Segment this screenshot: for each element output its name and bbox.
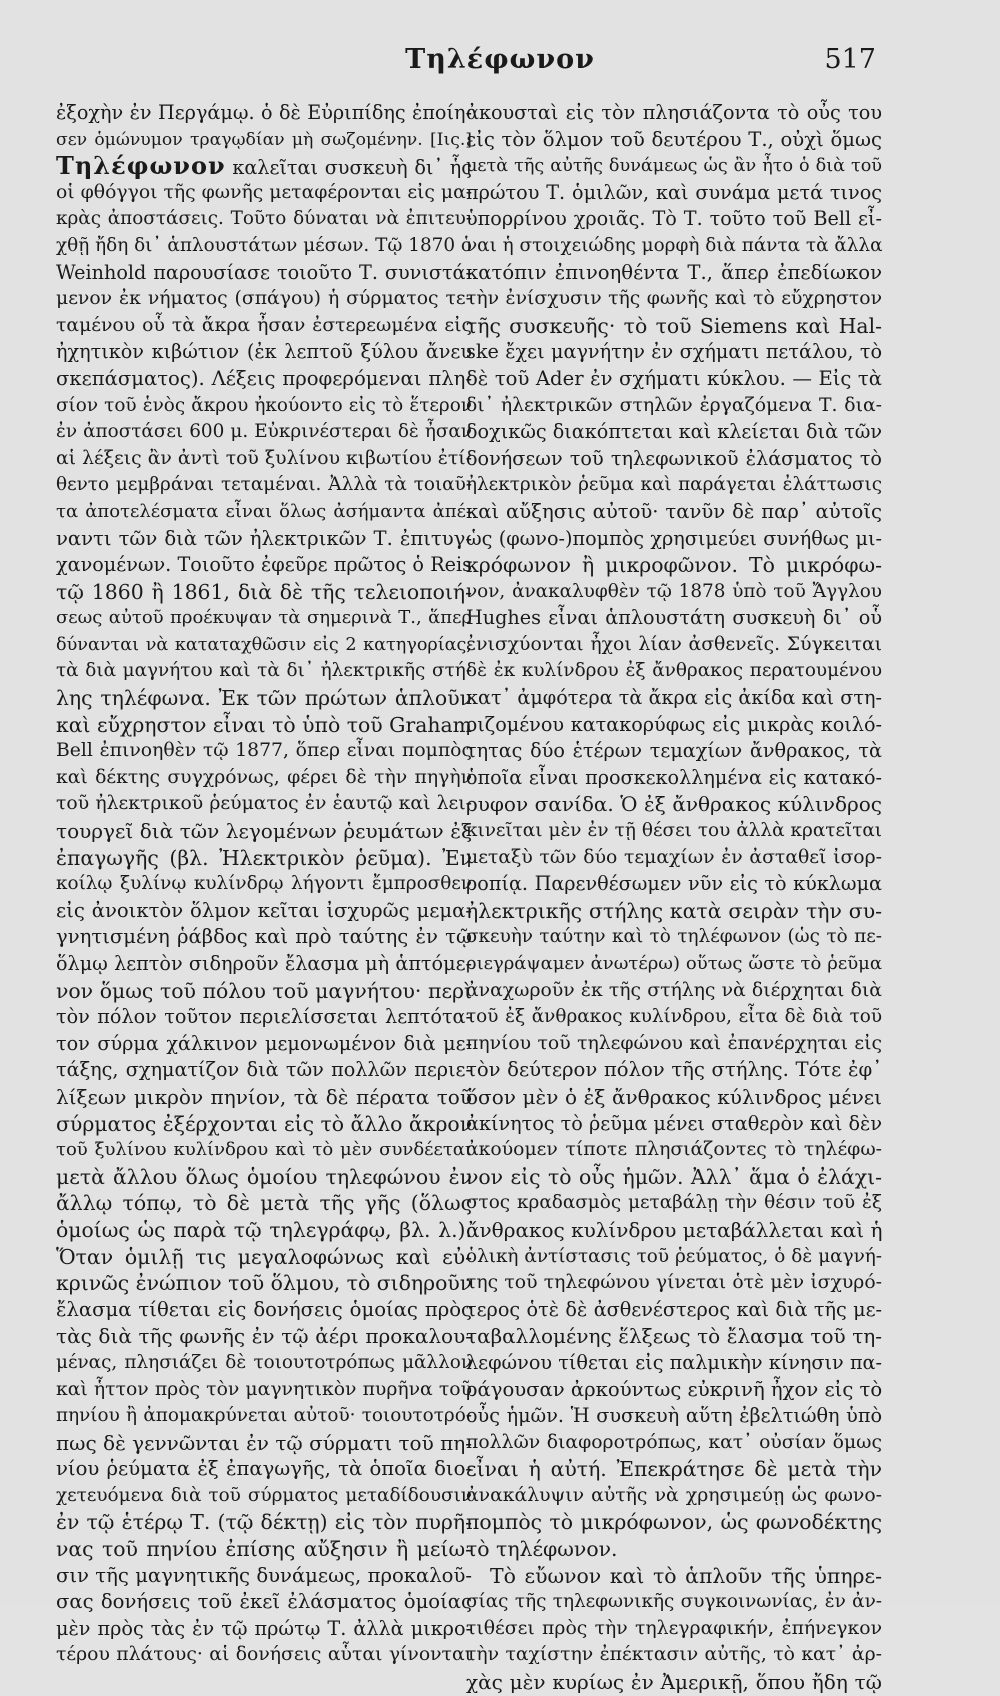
- text-line: τοῦ ξυλίνου κυλίνδρου καὶ τὸ μὲν συνδέεται: [56, 1139, 472, 1161]
- text-line: νον, ἀνακαλυφθὲν τῷ 1878 ὑπὸ τοῦ Ἄγγλου: [466, 580, 882, 602]
- text-line: ἐν ἀποστάσει 600 μ. Εὐκρινέστεραι δὲ ἦσαν: [56, 421, 472, 443]
- text-line: καὶ εὔχρηστον εἶναι τὸ ὑπὸ τοῦ Graham: [56, 712, 472, 737]
- text-line: σίας τῆς τηλεφωνικῆς συγκοινωνίας, ἐν ἀν-: [466, 1591, 882, 1613]
- text-line: ὑπορρίνου χροιᾶς. Τὸ Τ. τοῦτο τοῦ Bell εἶ-: [466, 207, 882, 231]
- text-line: χανομένων. Τοιοῦτο ἐφεῦρε πρῶτος ὁ Reis: [56, 553, 472, 577]
- text-line: δι᾽ ἠλεκτρικῶν στηλῶν ἐργαζόμενα Τ. δια-: [466, 394, 882, 416]
- text-line: πομπὸς τὸ μικρόφωνον, ὡς φωνοδέκτης: [466, 1510, 882, 1535]
- text-line: λεφώνου τίθεται εἰς παλμικὴν κίνησιν πα-: [466, 1350, 882, 1374]
- text-line: καὶ αὔξησις αὐτοῦ· τανῦν δὲ παρ᾽ αὐτοῖς: [466, 499, 882, 523]
- text-line: ναι ἡ στοιχειώδης μορφὴ διὰ πάντα τὰ ἄλλα: [466, 234, 883, 256]
- text-line: ριζομένου κατακορύφως εἰς μικρὰς κοιλό-: [466, 712, 882, 736]
- text-line: τερος ὁτὲ δὲ ἀσθενέστερος καὶ διὰ τῆς με-: [466, 1297, 882, 1321]
- text-line: ἀκίνητος τὸ ῥεῦμα μένει σταθερὸν καὶ δὲν: [466, 1111, 882, 1135]
- text-line: ὁποῖα εἶναι προσκεκολλημένα εἰς κατακό-: [466, 765, 882, 789]
- text-line: αἱ λέξεις ἂν ἀντὶ τοῦ ξυλίνου κιβωτίου ἐτί-: [56, 447, 472, 469]
- text-line: ἐν τῷ ἑτέρῳ Τ. (τῷ δέκτῃ) εἰς τὸν πυρῆ-: [56, 1510, 472, 1535]
- text-line: ἐξοχὴν ἐν Περγάμῳ. ὁ δὲ Εὐριπίδης ἐποίη-: [56, 101, 472, 124]
- text-line: μένας, πλησιάζει δὲ τοιουτοτρόπως μᾶλλον: [56, 1351, 472, 1373]
- text-line: ὡς (φωνο-)πομπὸς χρησιμεύει συνήθως μι-: [466, 526, 882, 550]
- text-line: κατόπιν ἐπινοηθέντα Τ., ἅπερ ἐπεδίωκον: [466, 260, 882, 284]
- text-line: ἀνακάλυψιν αὐτῆς νὰ χρησιμεύῃ ὡς φωνο-: [466, 1484, 882, 1506]
- text-line: σκευὴν ταύτην καὶ τὸ τηλέφωνον (ὡς τὸ πε-: [466, 926, 882, 948]
- text-line: χὰς μὲν κυρίως ἐν Ἀμερικῇ, ὅπου ἤδη τῷ: [466, 1670, 882, 1695]
- text-line: πηνίου τοῦ τηλεφώνου καὶ ἐπανέρχηται εἰς: [466, 1032, 882, 1054]
- text-line: ἠλεκτρικὸν ῥεῦμα καὶ παράγεται ἐλάττωσις: [466, 474, 882, 496]
- text-line: δονήσεων τοῦ τηλεφωνικοῦ ἐλάσματος τὸ: [466, 446, 882, 470]
- text-line: ὁλικὴ ἀντίστασις τοῦ ῥεύματος, ὁ δὲ μαγνή-: [466, 1245, 882, 1267]
- text-line: ἀναχωροῦν ἐκ τῆς στήλης νὰ διέρχηται διὰ: [466, 979, 882, 1001]
- text-line: ἀκούομεν τίποτε πλησιάζοντες τὸ τηλέφω-: [466, 1139, 882, 1161]
- text-line: δὲ τοῦ Ader ἐν σχήματι κύκλου. — Εἰς τὰ: [466, 366, 882, 390]
- text-line: λίξεων μικρὸν πηνίον, τὰ δὲ πέρατα τοῦ: [56, 1084, 472, 1109]
- text-line: ναντι τῶν διὰ τῶν ἠλεκτρικῶν Τ. ἐπιτυγ-: [56, 526, 472, 550]
- text-line: ἀκουσταὶ εἰς τὸν πλησιάζοντα τὸ οὖς του: [466, 101, 882, 124]
- text-line: τῷ 1860 ἢ 1861, διὰ δὲ τῆς τελειοποιή-: [56, 579, 472, 604]
- text-line-rest: καλεῖται συσκευὴ δι᾽ ἧς: [232, 156, 472, 180]
- text-line: μεταξὺ τῶν δύο τεμαχίων ἐν ἀσταθεῖ ἰσορ-: [466, 846, 882, 868]
- text-line: δὲ ἐκ κυλίνδρου ἐξ ἄνθρακος περατουμένου: [466, 660, 882, 682]
- text-line: πολλῶν διαφοροτρόπως, κατ᾽ οὐσίαν ὅμως: [466, 1431, 882, 1453]
- running-title: Τηλέφωνον: [405, 44, 595, 75]
- text-line: τοῦ ἠλεκτρικοῦ ῥεύματος ἐν ἑαυτῷ καὶ λει-: [56, 793, 472, 815]
- text-line: ske ἔχει μαγνήτην ἐν σχήματι πετάλου, τὸ: [466, 340, 882, 364]
- text-line: τῆς συσκευῆς· τὸ τοῦ Siemens καὶ Hal-: [466, 313, 882, 338]
- text-line: πως δὲ γεννῶνται ἐν τῷ σύρματι τοῦ πη-: [56, 1430, 472, 1455]
- text-line: τὸ τηλέφωνον.: [466, 1537, 618, 1562]
- text-line: κατ᾽ ἀμφότερα τὰ ἄκρα εἰς ἀκίδα καὶ στη-: [466, 686, 882, 710]
- text-line: καὶ δέκτης συγχρόνως, φέρει δὲ τὴν πηγὴν: [56, 766, 472, 788]
- text-line: χετευόμενα διὰ τοῦ σύρματος μεταδίδουσιν: [56, 1484, 472, 1506]
- page-number: 517: [824, 44, 876, 75]
- text-line: σεως αὐτοῦ προέκυψαν τὰ σημερινὰ Τ., ἅπερ: [56, 607, 472, 629]
- text-line: τὰς διὰ τῆς φωνῆς ἐν τῷ ἀέρι προκαλου-: [56, 1324, 472, 1349]
- text-line: ὅσον μὲν ὁ ἐξ ἄνθρακος κύλινδρος μένει: [466, 1084, 882, 1109]
- text-line: Ὅταν ὁμιλῇ τις μεγαλοφώνως καὶ εὐ-: [56, 1244, 472, 1269]
- text-line: ριεγράψαμεν ἀνωτέρω) οὕτως ὥστε τὸ ῥεῦμα: [466, 953, 882, 974]
- text-line: τητας δύο ἑτέρων τεμαχίων ἄνθρακος, τὰ: [466, 739, 882, 763]
- text-line: Τὸ εὔωνον καὶ τὸ ἁπλοῦν τῆς ὑπηρε-: [490, 1563, 882, 1588]
- text-line: Weinhold παρουσίασε τοιοῦτο Τ. συνιστά-: [56, 260, 472, 284]
- text-line: ἠχητικὸν κιβώτιον (ἐκ λεπτοῦ ξύλου ἄνευ: [56, 340, 472, 364]
- text-line: γνητισμένη ῥάβδος καὶ πρὸ ταύτης ἐν τῷ: [56, 925, 472, 949]
- text-line: νίου ῥεύματα ἐξ ἐπαγωγῆς, τὰ ὁποῖα διο-: [56, 1457, 472, 1481]
- text-line: ράγουσαν ἀρκούντως εὐκρινῆ ἦχον εἰς τὸ: [466, 1377, 883, 1401]
- text-line: εἶναι ἡ αὐτή. Ἐπεκράτησε δὲ μετὰ τὴν: [466, 1457, 882, 1482]
- text-line: ροπίᾳ. Παρενθέσωμεν νῦν εἰς τὸ κύκλωμα: [466, 872, 882, 896]
- text-line: ρυφον σανίδα. Ὁ ἐξ ἄνθρακος κύλινδρος: [466, 792, 882, 817]
- text-line: εἰς ἀνοικτὸν ὅλμον κεῖται ἰσχυρῶς μεμα-: [56, 898, 472, 922]
- right-column: [466, 100, 882, 1696]
- text-line: πηνίου ἢ ἀπομακρύνεται αὐτοῦ· τοιουτοτρό-: [56, 1405, 472, 1427]
- text-line: οὖς ἡμῶν. Ἡ συσκευὴ αὕτη ἐβελτιώθη ὑπὸ: [466, 1404, 882, 1428]
- text-line: ὅλμῳ λεπτὸν σιδηροῦν ἔλασμα μὴ ἁπτόμε-: [56, 952, 472, 975]
- text-line: μετὰ τῆς αὐτῆς δυνάμεως ὡς ἂν ἦτο ὁ διὰ τοῦ: [466, 156, 882, 177]
- text-line: τὸν δεύτερον πόλον τῆς στήλης. Τότε ἐφ᾽: [466, 1058, 882, 1082]
- text-line: Hughes εἶναι ἁπλουστάτη συσκευὴ δι᾽ οὗ: [466, 606, 882, 630]
- text-line: μὲν πρὸς τὰς ἐν τῷ πρώτῳ Τ. ἀλλὰ μικρο-: [56, 1616, 472, 1640]
- text-line: τον σύρμα χάλκινον μεμονωμένον διὰ με-: [56, 1031, 472, 1055]
- entry-headword: Τηλέφωνον: [56, 151, 226, 181]
- text-line: νον ὅμως τοῦ πόλου τοῦ μαγνήτου· περὶ: [56, 978, 472, 1003]
- text-line: σας δονήσεις τοῦ ἐκεῖ ἐλάσματος ὁμοίας: [56, 1590, 472, 1614]
- text-line: ἔλασμα τίθεται εἰς δονήσεις ὁμοίας πρὸς: [56, 1297, 472, 1321]
- text-line: κρὰς ἀποστάσεις. Τοῦτο δύναται νὰ ἐπιτευ-: [56, 208, 472, 230]
- text-line: ἐπαγωγῆς (βλ. Ἠλεκτρικὸν ῥεῦμα). Ἐν: [56, 845, 472, 870]
- text-line: ἠλεκτρικῆς στήλης κατὰ σειρὰν τὴν συ-: [466, 898, 882, 923]
- text-line: καὶ ἧττον πρὸς τὸν μαγνητικὸν πυρῆνα τοῦ: [56, 1378, 472, 1400]
- text-line: τὴν ἐνίσχυσιν τῆς φωνῆς καὶ τὸ εὔχρηστον: [466, 288, 882, 310]
- text-line: μετὰ ἄλλου ὅλως ὁμοίου τηλεφώνου ἐν: [56, 1164, 472, 1189]
- text-line: ταβαλλομένης ἕλξεως τὸ ἔλασμα τοῦ τη-: [466, 1324, 882, 1349]
- text-line: κινεῖται μὲν ἐν τῇ θέσει του ἀλλὰ κρατεῖται: [466, 820, 882, 842]
- text-line-with-headword: [56, 153, 472, 180]
- text-line: σκεπάσματος). Λέξεις προφερόμεναι πλη-: [56, 366, 472, 390]
- text-line: σύρματος ἐξέρχονται εἰς τὸ ἄλλο ἄκρον: [56, 1111, 473, 1136]
- text-line: ὁμοίως ὡς παρὰ τῷ τηλεγράφῳ, βλ. λ.).: [56, 1217, 472, 1242]
- text-line: σίον τοῦ ἑνὸς ἄκρου ἠκούοντο εἰς τὸ ἕτερον: [56, 394, 472, 416]
- text-line: ταμένου οὗ τὰ ἄκρα ἦσαν ἐστερεωμένα εἰς: [56, 314, 472, 336]
- text-line: τάξης, σχηματίζον διὰ τῶν πολλῶν περιε-: [56, 1058, 472, 1082]
- text-line: λης τηλέφωνα. Ἐκ τῶν πρώτων ἁπλοῦν: [56, 686, 472, 711]
- text-line: σιν τῆς μαγνητικῆς δυνάμεως, προκαλοῦ-: [56, 1563, 472, 1587]
- text-line: θεντο μεμβράναι τεταμέναι. Ἀλλὰ τὰ τοιαῦ-: [56, 474, 472, 496]
- text-line: χθῇ ἤδη δι᾽ ἁπλουστάτων μέσων. Τῷ 1870 ὁ: [56, 234, 472, 256]
- text-line: τὴν ταχίστην ἐπέκτασιν αὐτῆς, τὸ κατ᾽ ἀρ-: [466, 1644, 882, 1666]
- text-line: οἱ φθόγγοι τῆς φωνῆς μεταφέρονται εἰς μα-: [56, 181, 473, 203]
- text-line: κρόφωνον ἢ μικροφῶνον. Τὸ μικρόφω-: [466, 553, 882, 578]
- text-line: τέρου πλάτους· αἱ δονήσεις αὗται γίνονται: [56, 1644, 472, 1666]
- text-line: ἄλλῳ τόπῳ, τὸ δὲ μετὰ τῆς γῆς (ὅλως: [56, 1191, 472, 1216]
- text-line: σεν ὁμώνυμον τραγῳδίαν μὴ σωζομένην. [Ιις.]: [56, 129, 472, 150]
- text-line: τὸν πόλον τοῦτον περιελίσσεται λεπτότα-: [56, 1005, 472, 1029]
- text-line: ἄνθρακος κυλίνδρου μεταβάλλεται καὶ ἡ: [466, 1217, 883, 1242]
- text-line: μενον ἐκ νήματος (σπάγου) ἡ σύρματος τε-: [56, 288, 472, 310]
- text-line: Bell ἐπινοηθὲν τῷ 1877, ὅπερ εἶναι πομπὸς: [56, 740, 472, 762]
- text-line: δύνανται νὰ καταταχθῶσιν εἰς 2 κατηγορίας,: [56, 634, 472, 655]
- text-line: τα ἀποτελέσματα εἶναι ὅλως ἀσήμαντα ἀπέ-: [56, 500, 472, 522]
- left-column: [56, 100, 472, 1669]
- text-line: νον εἰς τὸ οὖς ἡμῶν. Ἀλλ᾽ ἅμα ὁ ἐλάχι-: [466, 1164, 882, 1189]
- text-line: τουργεῖ διὰ τῶν λεγομένων ῥευμάτων ἐξ: [56, 819, 472, 844]
- text-line: της τοῦ τηλεφώνου γίνεται ὁτὲ μὲν ἰσχυρό-: [466, 1272, 882, 1294]
- text-line: νας τοῦ πηνίου ἐπίσης αὔξησιν ἢ μείω-: [56, 1537, 472, 1562]
- text-line: εἰς τὸν ὅλμον τοῦ δευτέρου Τ., οὐχὶ ὅμως: [466, 127, 882, 151]
- text-line: ἐνισχύονται ἦχοι λίαν ἀσθενεῖς. Σύγκειται: [466, 633, 882, 655]
- text-line: πρώτου Τ. ὁμιλῶν, καὶ συνάμα μετά τινος: [466, 180, 882, 204]
- text-line: τὰ διὰ μαγνήτου καὶ τὰ δι᾽ ἠλεκτρικῆς στή-: [56, 660, 472, 682]
- text-line: δοχικῶς διακόπτεται καὶ κλείεται διὰ τῶν: [466, 420, 883, 444]
- text-line: κρινῶς ἐνώπιον τοῦ ὅλμου, τὸ σιδηροῦν: [56, 1271, 473, 1296]
- text-line: στος κραδασμὸς μεταβάλῃ τὴν θέσιν τοῦ ἐξ: [466, 1192, 882, 1214]
- text-line: τοῦ ἐξ ἄνθρακος κυλίνδρου, εἶτα δὲ διὰ τοῦ: [466, 1006, 882, 1028]
- text-line: τιθέσει πρὸς τὴν τηλεγραφικήν, ἐπήνεγκον: [466, 1617, 882, 1639]
- text-line: κοίλῳ ξυλίνῳ κυλίνδρῳ λήγοντι ἔμπροσθεν: [56, 873, 472, 895]
